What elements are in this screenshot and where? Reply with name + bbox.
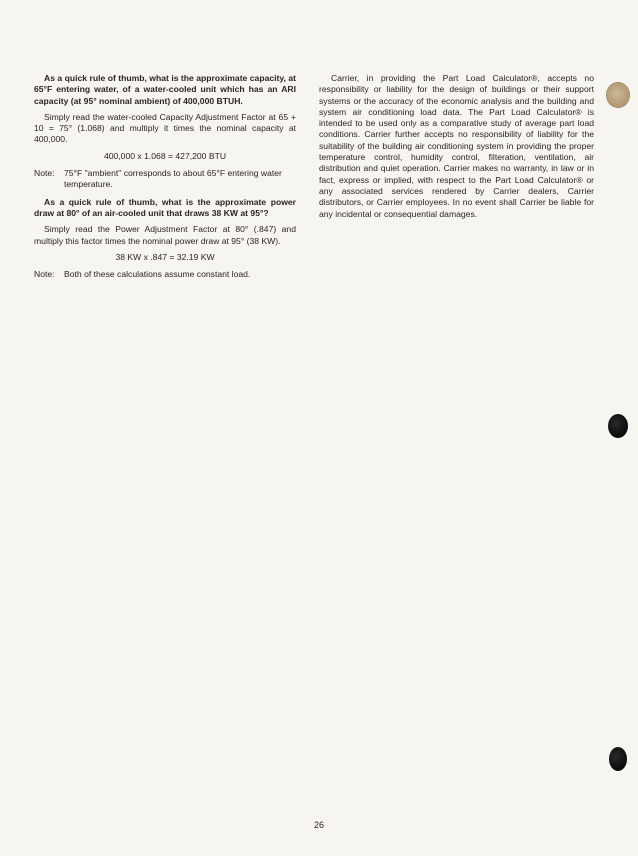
binder-hole-icon <box>609 747 627 771</box>
page-number: 26 <box>313 820 324 830</box>
note-label: Note: <box>34 269 55 280</box>
left-column <box>34 73 296 286</box>
liability-disclaimer: Carrier, in providing the Part Load Calculator®, accepts no responsibility or liability for the design of buildings or their support systems or the accuracy of the economic analysis and the building and system air conditioning load data. The Part Load Calculator® is intended to be used only as a comparative study of average part load conditions. Carrier further accepts no responsibility of liability for the suitability of the building air conditioning system in providing the proper temperature control, humidity control, filteration, ventilation, air distribution and quiet operation. Carrier makes no warranty, in law or in fact, express or implied, with respect to the Part Load Calculator® or any associated services rendered by Carrier dealers, Carrier distributors, or Carrier employees. In no event shall Carrier be liable for any incidental or consequential damages. <box>319 73 594 219</box>
question-capacity: As a quick rule of thumb, what is the approximate capacity, at 65°F entering water, of a water-cooled unit which has an ARI capacity (at 95° nominal ambient) of 400,000 BTUH. <box>34 73 296 106</box>
equation-power-draw: 38 KW x .847 = 32.19 KW <box>115 251 215 262</box>
binder-hole-icon <box>607 83 629 107</box>
note-text: Both of these calculations assume constant load. <box>64 269 251 280</box>
right-column <box>319 73 594 220</box>
answer-power-draw: Simply read the Power Adjustment Factor at 80° (.847) and multiply this factor times the nominal power draw at 95° (38 KW). <box>34 224 296 246</box>
note-constant-load <box>34 269 296 280</box>
equation-capacity: 400,000 x 1.068 = 427,200 BTU <box>103 150 227 161</box>
note-entering-water <box>34 168 296 191</box>
answer-capacity: Simply read the water-cooled Capacity Adjustment Factor at 65 + 10 = 75° (1.068) and multiply it times the nominal capacity at 400,000. <box>34 111 296 145</box>
note-text: 75°F "ambient" corresponds to about 65°F entering water temperature. <box>64 168 282 190</box>
question-power-draw: As a quick rule of thumb, what is the approximate power draw at 80° of an air-cooled unit that draws 38 KW at 95°? <box>34 196 296 218</box>
binder-hole-icon <box>608 414 628 438</box>
note-label: Note: <box>34 168 55 179</box>
